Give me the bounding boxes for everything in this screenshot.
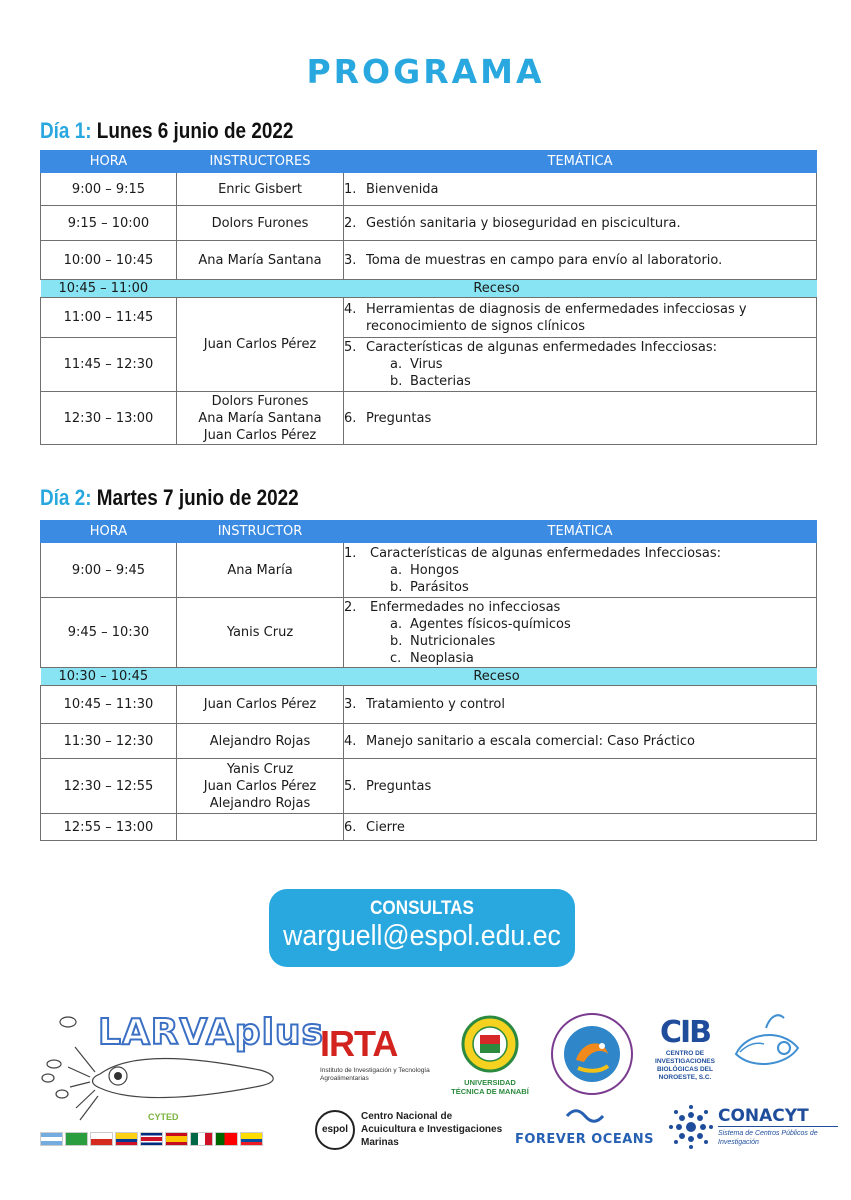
- day2-date: Martes 7 junio de 2022: [96, 485, 299, 510]
- consultas-box: [269, 889, 575, 967]
- cib-wordmark: CIB: [659, 1015, 711, 1050]
- acuicultura-program-logo: [726, 1008, 808, 1088]
- hora-cell: 12:30 – 12:55: [41, 759, 177, 814]
- tematica-cell: [344, 392, 817, 445]
- item-text: Características de algunas enfermedades Infecciosas:: [370, 545, 721, 561]
- instructor-cell: Dolors Furones: [177, 206, 344, 241]
- header-hora: HORA: [41, 151, 177, 173]
- consultas-label: CONSULTAS: [370, 898, 474, 919]
- forever-oceans-logo: [512, 1107, 657, 1149]
- header-hora: HORA: [41, 521, 177, 543]
- table-row: [41, 173, 817, 206]
- flag-brazil-icon: [65, 1132, 88, 1146]
- hora-cell: 10:00 – 10:45: [41, 241, 177, 280]
- day1-label: Día 1:: [40, 118, 92, 143]
- table-row: [41, 814, 817, 841]
- table-row: [41, 241, 817, 280]
- espol-wordmark: espol: [315, 1110, 355, 1150]
- instructor-cell: [177, 759, 344, 814]
- table-row: [41, 392, 817, 445]
- tematica-cell: [344, 686, 817, 724]
- day2-label: Día 2:: [40, 485, 92, 510]
- forever-oceans-wordmark: FOREVER OCEANS: [514, 1132, 655, 1147]
- flag-costa-rica-icon: [140, 1132, 163, 1146]
- irta-subtitle: Instituto de Investigación y Tecnología Agroalimentarias: [320, 1067, 430, 1082]
- break-row: [41, 668, 817, 686]
- header-instructores: INSTRUCTORES: [177, 151, 344, 173]
- table-row: [41, 759, 817, 814]
- tematica-cell: [344, 206, 817, 241]
- table-row: [41, 206, 817, 241]
- instructor-cell: Juan Carlos Pérez: [177, 298, 344, 392]
- item-number: 3.: [344, 697, 357, 712]
- item-number: 6.: [344, 410, 357, 426]
- sub-item: c. Neoplasia: [390, 650, 474, 666]
- item-text: Herramientas de diagnosis de enfermedades infecciosas y: [366, 301, 747, 317]
- utm-wordmark: UNIVERSIDAD TÉCNICA DE MANABÍ: [451, 1078, 529, 1096]
- sub-item: b. Bacterias: [390, 374, 471, 389]
- instructor-name: Dolors Furones: [211, 393, 309, 409]
- item-number: 4.: [344, 733, 357, 749]
- item-text: Características de algunas enfermedades Infecciosas:: [366, 340, 717, 355]
- flag-argentina-icon: [40, 1132, 63, 1146]
- wave-icon: [563, 1107, 607, 1125]
- item-number: 5.: [344, 778, 357, 794]
- consultas-email-link[interactable]: warguell@espol.edu.ec: [283, 920, 561, 952]
- research-group-seal-logo: [548, 1010, 636, 1098]
- instructor-name: Juan Carlos Pérez: [203, 778, 317, 794]
- item-text: Gestión sanitaria y bioseguridad en piscicultura.: [366, 215, 681, 231]
- tematica-cell: [344, 543, 817, 598]
- country-flags: [40, 1132, 263, 1146]
- fish-program-icon: [726, 1008, 808, 1088]
- instructor-cell: [177, 392, 344, 445]
- flag-portugal-icon: [215, 1132, 238, 1146]
- utm-seal-icon: [460, 1015, 520, 1073]
- day1-date: Lunes 6 junio de 2022: [96, 118, 294, 143]
- day2-heading: [40, 485, 299, 511]
- sub-item: b. Nutricionales: [390, 633, 496, 649]
- tematica-cell: [344, 598, 817, 668]
- table-row: [41, 543, 817, 598]
- day2-schedule-table: [40, 520, 817, 841]
- hora-cell: 11:30 – 12:30: [41, 724, 177, 759]
- larvaplus-logo: [40, 1012, 324, 1154]
- shrimp-seal-icon: [548, 1010, 636, 1098]
- irta-wordmark: IRTA: [320, 1023, 398, 1064]
- header-instructor: INSTRUCTOR: [177, 521, 344, 543]
- flag-mexico-icon: [190, 1132, 213, 1146]
- tematica-cell: [344, 173, 817, 206]
- instructor-cell: Juan Carlos Pérez: [177, 686, 344, 724]
- item-number: 1.: [344, 181, 357, 197]
- sub-item: a. Hongos: [390, 562, 459, 578]
- day1-heading: [40, 118, 293, 144]
- instructor-name: Ana María Santana: [198, 410, 322, 426]
- item-number: 1.: [344, 545, 357, 561]
- instructor-name: Juan Carlos Pérez: [203, 427, 317, 443]
- table-row: [41, 686, 817, 724]
- table-header-row: [41, 151, 817, 173]
- hora-cell: 9:00 – 9:15: [41, 173, 177, 206]
- tematica-cell: [344, 759, 817, 814]
- break-label: Receso: [177, 280, 817, 298]
- utm-logo: [450, 1015, 530, 1097]
- table-header-row: [41, 521, 817, 543]
- hora-cell: 12:30 – 13:00: [41, 392, 177, 445]
- table-row: [41, 724, 817, 759]
- item-number: 6.: [344, 819, 357, 835]
- break-row: [41, 280, 817, 298]
- item-number: 2.: [344, 599, 357, 615]
- tematica-cell: [344, 338, 817, 392]
- instructor-cell: Enric Gisbert: [177, 173, 344, 206]
- tematica-cell: [344, 814, 817, 841]
- instructor-cell: [177, 814, 344, 841]
- instructor-cell: Yanis Cruz: [177, 598, 344, 668]
- page-title: PROGRAMA: [306, 52, 545, 91]
- conacyt-dot-sphere-icon: [668, 1104, 714, 1150]
- espol-subtitle: Centro Nacional de Acuicultura e Investigaciones Marinas: [361, 1111, 503, 1148]
- sub-item: b. Parásitos: [390, 579, 469, 595]
- item-number: 5.: [344, 340, 357, 355]
- item-text: Bienvenida: [366, 181, 439, 197]
- tematica-cell: [344, 241, 817, 280]
- irta-logo: [320, 1023, 430, 1098]
- conacyt-subtitle: Sistema de Centros Públicos de Investigación: [718, 1126, 838, 1147]
- cib-subtitle: CENTRO DE INVESTIGACIONES BIOLÓGICAS DEL NOROESTE, S.C.: [655, 1050, 715, 1081]
- item-number: 4.: [344, 301, 357, 317]
- item-text: Enfermedades no infecciosas: [370, 599, 561, 615]
- table-row: [41, 298, 817, 338]
- hora-cell: 10:45 – 11:30: [41, 686, 177, 724]
- item-text: Preguntas: [366, 778, 432, 794]
- item-number: 2.: [344, 215, 357, 231]
- sub-item: a. Agentes físicos-químicos: [390, 616, 571, 632]
- instructor-cell: Ana María Santana: [177, 241, 344, 280]
- cib-logo: [648, 1015, 722, 1097]
- espol-logo: [315, 1110, 505, 1152]
- instructor-cell: Ana María: [177, 543, 344, 598]
- tematica-cell: [344, 724, 817, 759]
- larvaplus-wordmark: LARVAplus: [98, 1012, 324, 1053]
- flag-spain-icon: [165, 1132, 188, 1146]
- item-text: Cierre: [366, 819, 405, 835]
- header-tematica: TEMÁTICA: [344, 151, 817, 173]
- item-text: Manejo sanitario a escala comercial: Caso Práctico: [366, 733, 695, 749]
- item-text: Preguntas: [366, 410, 432, 426]
- item-number: 3.: [344, 252, 357, 268]
- conacyt-logo: [668, 1104, 838, 1154]
- hora-cell: 9:45 – 10:30: [41, 598, 177, 668]
- conacyt-wordmark: CONACYT: [718, 1106, 809, 1126]
- item-text: Tratamiento y control: [366, 697, 505, 712]
- item-text: Toma de muestras en campo para envío al laboratorio.: [366, 252, 723, 268]
- day1-schedule-table: [40, 150, 817, 445]
- hora-cell: 11:00 – 11:45: [41, 298, 177, 338]
- hora-cell: 11:45 – 12:30: [41, 338, 177, 392]
- flag-chile-icon: [90, 1132, 113, 1146]
- hora-cell: 12:55 – 13:00: [41, 814, 177, 841]
- table-row: [41, 598, 817, 668]
- instructor-name: Alejandro Rojas: [209, 795, 311, 811]
- item-text-continued: reconocimiento de signos clínicos: [366, 318, 586, 334]
- flag-ecuador-icon: [240, 1132, 263, 1146]
- cyted-wordmark: CYTED: [148, 1112, 179, 1122]
- table-row: [41, 338, 817, 392]
- hora-cell: 9:15 – 10:00: [41, 206, 177, 241]
- break-hora: 10:45 – 11:00: [41, 280, 177, 298]
- flag-colombia-icon: [115, 1132, 138, 1146]
- sub-item: a. Virus: [390, 357, 443, 372]
- instructor-cell: Alejandro Rojas: [177, 724, 344, 759]
- tematica-cell: [344, 298, 817, 338]
- instructor-name: Yanis Cruz: [226, 761, 294, 777]
- break-hora: 10:30 – 10:45: [41, 668, 177, 686]
- break-label: Receso: [177, 668, 817, 686]
- hora-cell: 9:00 – 9:45: [41, 543, 177, 598]
- header-tematica: TEMÁTICA: [344, 521, 817, 543]
